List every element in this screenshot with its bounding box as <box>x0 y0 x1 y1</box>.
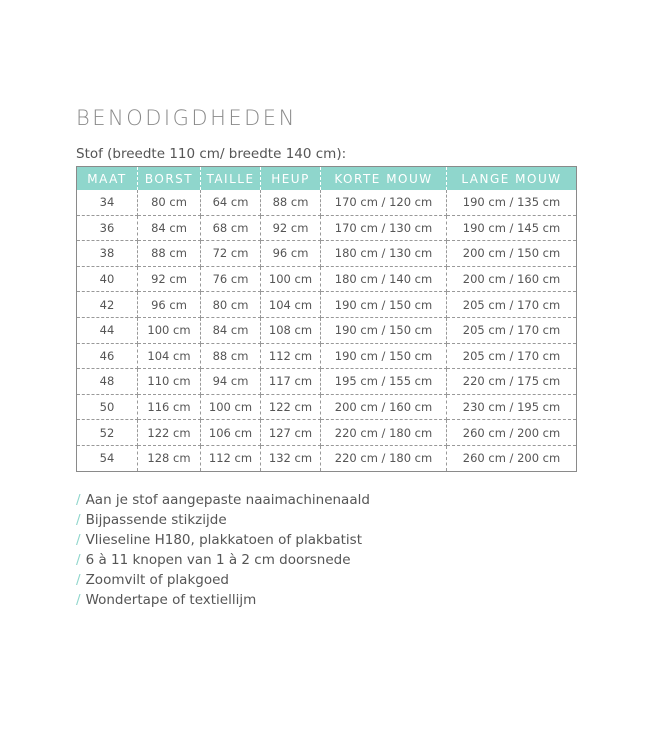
supplies-list <box>76 490 370 610</box>
size-table <box>76 166 577 472</box>
cell-lange-mouw: 260 cm / 200 cm <box>447 420 577 446</box>
header-maat: MAAT <box>77 167 138 191</box>
cell-heup: 92 cm <box>261 215 321 241</box>
cell-maat: 38 <box>77 241 138 267</box>
cell-taille: 84 cm <box>201 317 261 343</box>
header-borst: BORST <box>138 167 201 191</box>
cell-borst: 116 cm <box>138 394 201 420</box>
cell-korte-mouw: 190 cm / 150 cm <box>321 317 447 343</box>
table-header-row <box>77 167 577 191</box>
cell-maat: 40 <box>77 266 138 292</box>
cell-korte-mouw: 170 cm / 120 cm <box>321 190 447 215</box>
cell-borst: 88 cm <box>138 241 201 267</box>
cell-borst: 96 cm <box>138 292 201 318</box>
cell-korte-mouw: 170 cm / 130 cm <box>321 215 447 241</box>
table-row <box>77 266 577 292</box>
supply-item-text: Wondertape of textiellijm <box>85 592 257 608</box>
cell-heup: 122 cm <box>261 394 321 420</box>
cell-taille: 72 cm <box>201 241 261 267</box>
cell-heup: 112 cm <box>261 343 321 369</box>
supply-item <box>76 590 370 610</box>
cell-korte-mouw: 180 cm / 140 cm <box>321 266 447 292</box>
cell-korte-mouw: 180 cm / 130 cm <box>321 241 447 267</box>
cell-korte-mouw: 195 cm / 155 cm <box>321 369 447 395</box>
slash-bullet: / <box>76 512 81 528</box>
cell-taille: 94 cm <box>201 369 261 395</box>
cell-lange-mouw: 205 cm / 170 cm <box>447 317 577 343</box>
cell-heup: 117 cm <box>261 369 321 395</box>
header-taille: TAILLE <box>201 167 261 191</box>
cell-maat: 34 <box>77 190 138 215</box>
cell-lange-mouw: 230 cm / 195 cm <box>447 394 577 420</box>
table-row <box>77 292 577 318</box>
slash-bullet: / <box>76 572 81 588</box>
page-title: BENODIGDHEDEN <box>76 106 297 130</box>
header-heup: HEUP <box>261 167 321 191</box>
cell-borst: 104 cm <box>138 343 201 369</box>
table-row <box>77 241 577 267</box>
cell-lange-mouw: 190 cm / 135 cm <box>447 190 577 215</box>
cell-maat: 52 <box>77 420 138 446</box>
cell-taille: 112 cm <box>201 445 261 471</box>
cell-heup: 132 cm <box>261 445 321 471</box>
cell-heup: 96 cm <box>261 241 321 267</box>
supply-item <box>76 530 370 550</box>
cell-taille: 68 cm <box>201 215 261 241</box>
slash-bullet: / <box>76 532 81 548</box>
cell-korte-mouw: 190 cm / 150 cm <box>321 343 447 369</box>
cell-taille: 80 cm <box>201 292 261 318</box>
cell-borst: 92 cm <box>138 266 201 292</box>
cell-maat: 46 <box>77 343 138 369</box>
supply-item <box>76 490 370 510</box>
cell-heup: 108 cm <box>261 317 321 343</box>
cell-borst: 80 cm <box>138 190 201 215</box>
cell-korte-mouw: 200 cm / 160 cm <box>321 394 447 420</box>
cell-maat: 36 <box>77 215 138 241</box>
cell-borst: 84 cm <box>138 215 201 241</box>
cell-borst: 110 cm <box>138 369 201 395</box>
cell-borst: 128 cm <box>138 445 201 471</box>
header-lange-mouw: LANGE MOUW <box>447 167 577 191</box>
cell-borst: 100 cm <box>138 317 201 343</box>
cell-maat: 54 <box>77 445 138 471</box>
cell-taille: 88 cm <box>201 343 261 369</box>
cell-korte-mouw: 220 cm / 180 cm <box>321 420 447 446</box>
cell-taille: 106 cm <box>201 420 261 446</box>
table-row <box>77 317 577 343</box>
supply-item-text: Vlieseline H180, plakkatoen of plakbatist <box>85 532 362 548</box>
cell-lange-mouw: 200 cm / 150 cm <box>447 241 577 267</box>
table-row <box>77 190 577 215</box>
cell-lange-mouw: 260 cm / 200 cm <box>462 451 561 466</box>
cell-taille: 100 cm <box>201 394 261 420</box>
cell-borst: 122 cm <box>138 420 201 446</box>
cell-lange-mouw: 205 cm / 170 cm <box>447 343 577 369</box>
fabric-subtitle: Stof (breedte 110 cm/ breedte 140 cm): <box>76 146 347 162</box>
cell-korte-mouw: 190 cm / 150 cm <box>321 292 447 318</box>
slash-bullet: / <box>76 552 81 568</box>
cell-lange-mouw: 200 cm / 160 cm <box>447 266 577 292</box>
cell-heup: 88 cm <box>261 190 321 215</box>
cell-lange-mouw: 220 cm / 175 cm <box>447 369 577 395</box>
cell-maat: 42 <box>77 292 138 318</box>
cell-taille: 64 cm <box>201 190 261 215</box>
slash-bullet: / <box>76 592 81 608</box>
table-row <box>77 420 577 446</box>
supply-item <box>76 510 370 530</box>
cell-maat: 44 <box>77 317 138 343</box>
table-row <box>77 369 577 395</box>
cell-lange-mouw: 190 cm / 145 cm <box>447 215 577 241</box>
cell-heup: 104 cm <box>261 292 321 318</box>
supply-item-text: Zoomvilt of plakgoed <box>85 572 229 588</box>
supply-item-text: Aan je stof aangepaste naaimachinenaald <box>85 492 370 508</box>
slash-bullet: / <box>76 492 81 508</box>
table-row <box>77 215 577 241</box>
supply-item <box>76 550 370 570</box>
table-row <box>77 394 577 420</box>
cell-maat: 50 <box>77 394 138 420</box>
supply-item-text: Bijpassende stikzijde <box>85 512 227 528</box>
table-row <box>77 445 577 471</box>
cell-korte-mouw: 220 cm / 180 cm <box>321 445 447 471</box>
cell-taille: 76 cm <box>201 266 261 292</box>
cell-maat: 48 <box>77 369 138 395</box>
header-korte-mouw: KORTE MOUW <box>321 167 447 191</box>
cell-heup: 100 cm <box>261 266 321 292</box>
cell-lange-mouw: 205 cm / 170 cm <box>447 292 577 318</box>
table-row <box>77 343 577 369</box>
supply-item-text: 6 à 11 knopen van 1 à 2 cm doorsnede <box>85 552 351 568</box>
table-body <box>77 190 577 471</box>
supply-item <box>76 570 370 590</box>
cell-heup: 127 cm <box>261 420 321 446</box>
